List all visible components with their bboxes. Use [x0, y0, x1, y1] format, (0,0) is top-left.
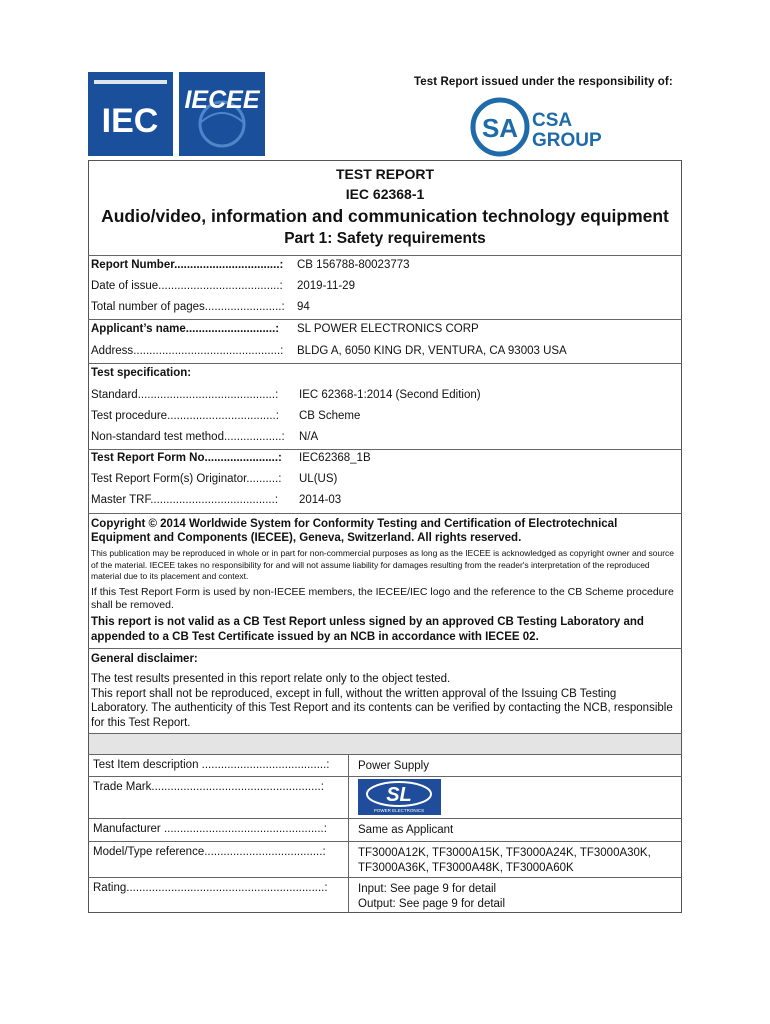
manufacturer-value: Same as Applicant [358, 824, 454, 836]
non-standard-value: N/A [299, 431, 319, 443]
copyright-notice: This publication may be reproduced in whole or in part for non-commercial purposes as long as the IECEE is acknowledged as copyright owner and source of the material. IECEE takes no responsibility for and will not assume liability for damages resulting from the reader's interpretation of the reproduced material due to its placement and context. [91, 548, 675, 581]
divider [88, 841, 682, 842]
report-heading: TEST REPORT [335, 166, 434, 182]
trf-no-label: Test Report Form No.......................: [91, 452, 282, 464]
divider [88, 877, 682, 878]
disclaimer-text [91, 672, 676, 730]
trf-originator-value: UL(US) [299, 473, 338, 485]
divider [88, 255, 682, 256]
divider [88, 449, 682, 450]
date-of-issue-label: Date of issue......................................: [91, 280, 283, 292]
iec-logo [88, 72, 173, 156]
standard-label: Standard...........................................: [91, 389, 279, 401]
sl-logo-subtext: POWER ELECTRONICS [373, 808, 425, 813]
rating-value [358, 882, 505, 911]
address-label: Address..............................................: [91, 345, 284, 357]
responsibility-statement: Test Report issued under the responsibility of: [414, 76, 673, 88]
csa-logo-line2: GROUP [532, 130, 602, 151]
model-reference-line-1: TF3000A12K, TF3000A15K, TF3000A24K, TF3000A30K, [358, 847, 651, 859]
validity-statement: This report is not valid as a CB Test Report unless signed by an approved CB Testing Laboratory and appended to a CB Test Certificate issued by an NCB in accordance with IECEE 02. [91, 616, 644, 643]
master-trf-value: 2014-03 [299, 494, 342, 506]
model-reference-value [358, 846, 651, 875]
divider [88, 776, 682, 777]
test-item-description-value: Power Supply [358, 760, 429, 772]
applicant-name-label: Applicant’s name............................: [91, 323, 280, 335]
trf-no-value: IEC62368_1B [299, 452, 371, 464]
test-specification-heading: Test specification: [91, 367, 192, 379]
model-reference-line-2: TF3000A36K, TF3000A48K, TF3000A60K [358, 861, 574, 874]
csa-badge-text: SA [481, 113, 519, 143]
report-number-value: CB 156788-80023773 [297, 259, 410, 271]
csa-logo-line1: CSA [532, 110, 573, 131]
copyright-heading: Copyright © 2014 Worldwide System for Conformity Testing and Certification of Electrotechnical Equipment and Components (IECEE), Geneva, Switzerland. All rights reserved. [91, 518, 618, 544]
rating-output: Output: See page 9 for detail [358, 897, 506, 910]
report-number-label: Report Number.................................: [91, 259, 284, 271]
disclaimer-line-2: This report shall not be reproduced, except in full, without the written approval of the Issuing CB Testing Laboratory. The authenticity of this Test Report and its contents can be verified by contacting the NCB, responsible for this Test Report. [91, 687, 673, 729]
non-standard-label: Non-standard test method..................: [91, 431, 285, 443]
test-item-description-label: Test Item description .......................................: [93, 759, 330, 771]
divider [88, 754, 682, 755]
iecee-usage-note: If this Test Report Form is used by non-IECEE members, the IECEE/IEC logo and the reference to the CB Scheme procedure shall be removed. [91, 586, 674, 611]
rating-input: Input: See page 9 for detail [358, 883, 497, 895]
report-title: Audio/video, information and communication technology equipment [101, 206, 669, 226]
applicant-name-value: SL POWER ELECTRONICS CORP [297, 323, 479, 335]
master-trf-label: Master TRF.......................................: [91, 494, 279, 506]
trade-mark-label: Trade Mark.....................................................: [93, 781, 324, 793]
test-procedure-label: Test procedure..................................: [91, 410, 279, 422]
manufacturer-label: Manufacturer ..................................................: [93, 823, 327, 835]
total-pages-label: Total number of pages........................: [91, 301, 285, 313]
gray-band [89, 734, 681, 754]
address-value: BLDG A, 6050 KING DR, VENTURA, CA 93003 USA [297, 345, 567, 357]
report-part: Part 1: Safety requirements [284, 230, 486, 247]
standard-value: IEC 62368-1:2014 (Second Edition) [299, 389, 481, 401]
model-reference-label: Model/Type reference.....................................: [93, 846, 326, 858]
disclaimer-line-1: The test results presented in this report relate only to the object tested. [91, 673, 451, 685]
divider [88, 818, 682, 819]
divider [88, 319, 682, 320]
report-standard: IEC 62368-1 [345, 186, 425, 202]
iec-logo-text: IEC [101, 102, 159, 140]
csa-group-logo [470, 94, 620, 160]
table-column-divider [348, 754, 349, 913]
divider [88, 648, 682, 649]
total-pages-value: 94 [297, 301, 310, 313]
test-procedure-value: CB Scheme [299, 410, 361, 422]
divider [88, 513, 682, 514]
iecee-logo [179, 72, 265, 156]
date-of-issue-value: 2019-11-29 [297, 280, 355, 292]
rating-label: Rating..............................................................: [93, 882, 328, 894]
divider [88, 363, 682, 364]
disclaimer-heading: General disclaimer: [91, 653, 198, 665]
iecee-logo-text: IECEE [184, 86, 260, 114]
sl-logo-text: SL [386, 784, 412, 806]
sl-power-logo [358, 779, 441, 815]
trf-originator-label: Test Report Form(s) Originator..........: [91, 473, 282, 485]
